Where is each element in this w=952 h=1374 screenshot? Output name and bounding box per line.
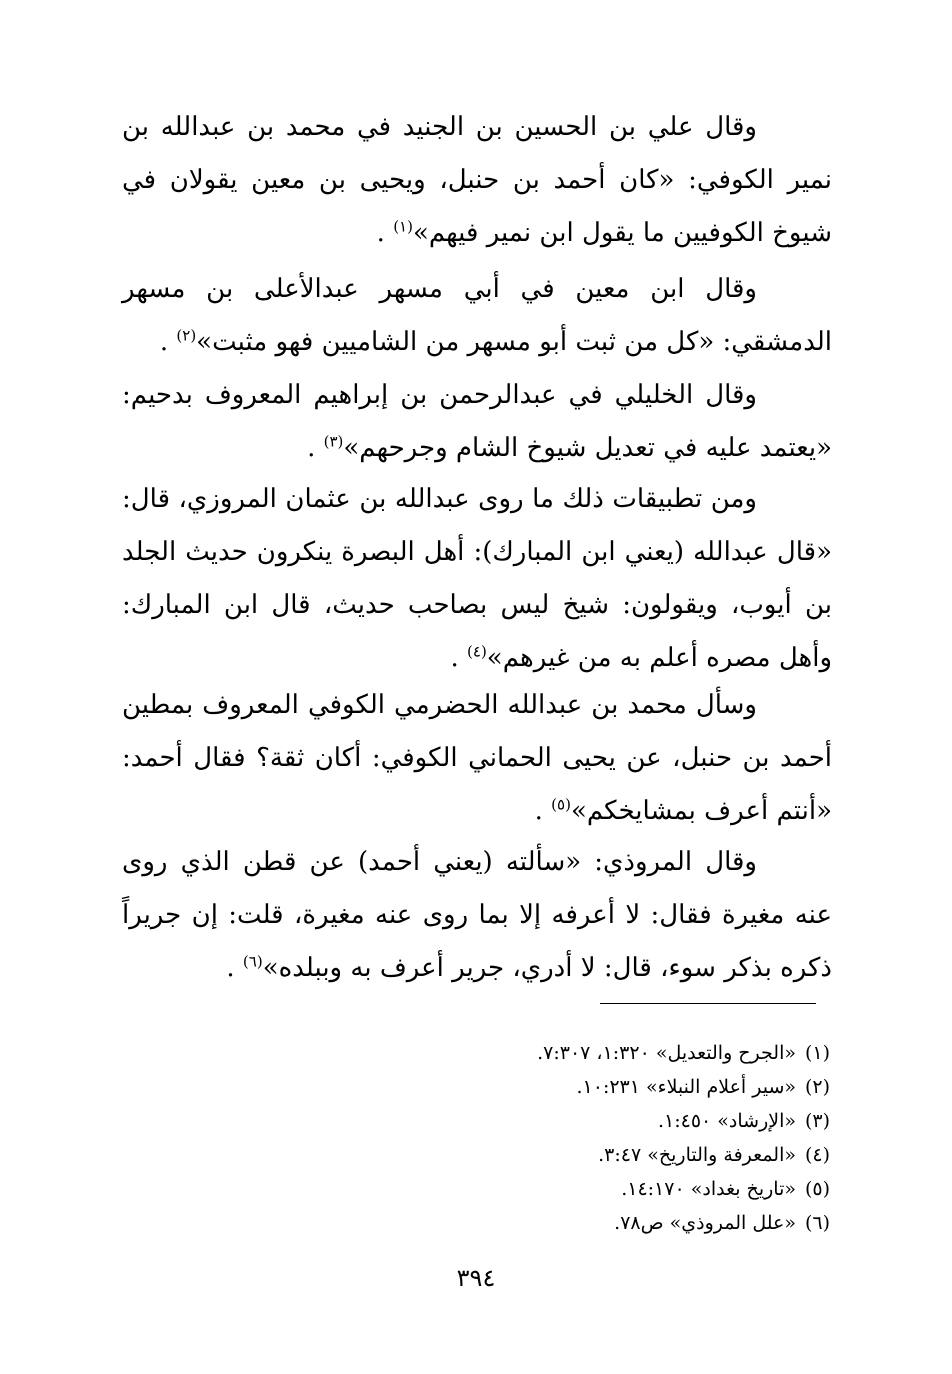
paragraph-text: وقال الخليلي في عبدالرحمن بن إبراهيم المعروف بدحيم: «يعتمد عليه في تعديل شيوخ الشام وجرحهم» bbox=[122, 380, 832, 463]
main-text bbox=[122, 679, 832, 838]
footnote-text: «علل المروذي» ص٧٨. bbox=[614, 1212, 796, 1234]
footnote-number: (٥) bbox=[804, 1178, 830, 1200]
paragraph-end: . bbox=[534, 796, 543, 826]
paragraph-text: وقال ابن معين في أبي مسهر عبدالأعلى بن مسهر الدمشقي: «كل من ثبت أبو مسهر من الشاميين فهو مثبت» bbox=[122, 274, 832, 357]
main-text bbox=[122, 263, 832, 369]
footnote-ref-2[interactable]: (٢) bbox=[176, 326, 197, 345]
footnote-ref-6[interactable]: (٦) bbox=[242, 952, 263, 971]
paragraph-text: وقال المروذي: «سألته (يعني أحمد) عن قطن الذي روى عنه مغيرة فقال: لا أعرفه إلا بما روى عنه مغيرة، قلت: إن جريراً ذكره بذكر سوء، قال: لا أدري، جرير أعرف به وببلده» bbox=[122, 847, 832, 983]
paragraph-6 bbox=[122, 836, 832, 995]
main-text bbox=[122, 101, 832, 260]
paragraph-3 bbox=[122, 369, 832, 475]
main-text bbox=[122, 836, 832, 995]
footnote-separator bbox=[600, 1003, 816, 1004]
paragraph-end: . bbox=[307, 433, 316, 463]
paragraph-end: . bbox=[159, 327, 169, 357]
paragraph-text: وسأل محمد بن عبدالله الحضرمي الكوفي المعروف بمطين أحمد بن حنبل، عن يحيى الحماني الكوفي: أكان ثقة؟ فقال أحمد: «أنتم أعرف بمشايخكم» bbox=[122, 690, 832, 826]
footnote-text: «المعرفة والتاريخ» ٣:٤٧. bbox=[598, 1144, 796, 1166]
footnote-ref-1[interactable]: (١) bbox=[393, 217, 413, 236]
footnote-text: «سير أعلام النبلاء» ١٠:٢٣١. bbox=[576, 1076, 796, 1098]
footnote-2 bbox=[330, 1070, 830, 1104]
footnote-number: (٦) bbox=[804, 1212, 830, 1234]
footnote-text: «الجرح والتعديل» ١:٣٢٠، ٧:٣٠٧. bbox=[537, 1042, 796, 1064]
footnote-ref-3[interactable]: (٣) bbox=[323, 432, 344, 451]
page-number: ٣٩٤ bbox=[456, 1264, 496, 1292]
footnote-5 bbox=[330, 1172, 830, 1206]
paragraph-end: . bbox=[376, 218, 385, 248]
paragraph-1 bbox=[122, 101, 832, 260]
main-text bbox=[122, 473, 832, 685]
footnote-number: (٢) bbox=[804, 1076, 830, 1098]
footnote-text: «الإرشاد» ١:٤٥٠. bbox=[657, 1110, 796, 1132]
paragraph-text: وقال علي بن الحسين بن الجنيد في محمد بن عبدالله بن نمير الكوفي: «كان أحمد بن حنبل، ويحيى بن معين يقولان في شيوخ الكوفيين ما يقول ابن نمير فيهم» bbox=[122, 112, 832, 248]
paragraph-end: . bbox=[450, 643, 459, 673]
footnote-3 bbox=[330, 1104, 830, 1138]
footnote-4 bbox=[330, 1138, 830, 1172]
footnote-1 bbox=[330, 1036, 830, 1070]
paragraph-text: ومن تطبيقات ذلك ما روى عبدالله بن عثمان المروزي، قال: «قال عبدالله (يعني ابن المبارك): أهل البصرة ينكرون حديث الجلد بن أيوب، ويقولون: شيخ ليس بصاحب حديث، قال ابن المبارك: وأهل مصره أعلم به من غيرهم» bbox=[122, 484, 832, 673]
footnote-number: (١) bbox=[804, 1042, 830, 1064]
footnote-ref-4[interactable]: (٤) bbox=[467, 642, 487, 661]
footnote-number: (٤) bbox=[804, 1144, 830, 1166]
paragraph-2 bbox=[122, 263, 832, 369]
footnote-text: «تاريخ بغداد» ١٤:١٧٠. bbox=[621, 1178, 796, 1200]
footnotes bbox=[330, 1036, 830, 1240]
footnote-6 bbox=[330, 1206, 830, 1240]
footnote-number: (٣) bbox=[804, 1110, 830, 1132]
paragraph-end: . bbox=[226, 953, 235, 983]
footnote-ref-5[interactable]: (٥) bbox=[551, 795, 571, 814]
paragraph-5 bbox=[122, 679, 832, 838]
paragraph-4 bbox=[122, 473, 832, 685]
main-text bbox=[122, 369, 832, 475]
